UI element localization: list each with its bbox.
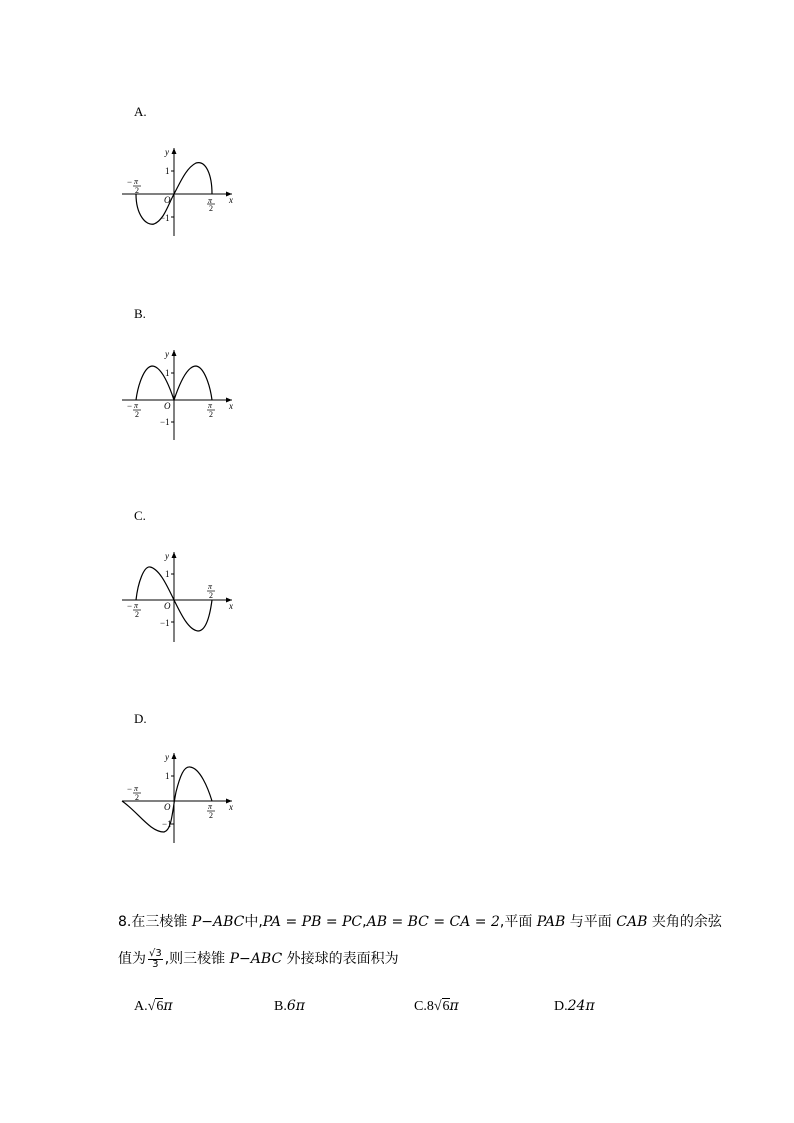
fraction-numerator: √3 <box>149 947 162 959</box>
math-expression: CAB <box>616 914 648 930</box>
pi-label: π <box>208 802 213 811</box>
question-text: , <box>362 914 367 930</box>
question-text: 夹角的余弦 <box>651 914 722 930</box>
option-b-label: B. <box>134 306 146 321</box>
graph-d <box>118 750 238 846</box>
choice-label: D. <box>554 999 568 1014</box>
radicand: 6 <box>442 999 450 1014</box>
math-expression: PA = PB = PC <box>262 914 363 930</box>
question-text: 与平面 <box>569 914 612 930</box>
y-axis-arrow <box>172 552 177 558</box>
math-expression: PAB <box>536 914 566 930</box>
y-label: y <box>165 551 169 561</box>
choice-b[interactable] <box>274 998 305 1015</box>
two-label: 2 <box>135 410 139 419</box>
y-label: y <box>165 147 169 157</box>
graph-c <box>118 548 238 644</box>
minus-sign: − <box>127 401 133 411</box>
pi-label: π <box>134 784 139 793</box>
x-label: x <box>229 601 233 611</box>
neg-one-label: −1 <box>162 819 172 829</box>
math-expression: AB = BC = CA = 2 <box>366 914 500 930</box>
option-a-label: A. <box>134 104 147 119</box>
pi-label: π <box>208 196 213 205</box>
two-label: 2 <box>135 186 139 195</box>
two-label: 2 <box>135 793 139 802</box>
choice-value: π <box>163 998 173 1014</box>
y-axis-arrow <box>172 148 177 154</box>
math-expression: P−ABC <box>229 951 283 967</box>
pi-label: π <box>134 401 139 410</box>
minus-sign: − <box>127 177 133 187</box>
choice-c[interactable] <box>414 998 459 1015</box>
question-number: 8. <box>118 914 132 930</box>
pi-label: π <box>208 582 213 591</box>
two-label: 2 <box>209 204 213 213</box>
question-text: 值为 <box>118 951 146 967</box>
sqrt-sign: √ <box>147 999 156 1014</box>
option-c-label: C. <box>134 508 146 523</box>
pi-label: π <box>134 601 139 610</box>
choice-value: π <box>449 998 459 1014</box>
two-label: 2 <box>135 610 139 619</box>
fraction-denominator: 3 <box>152 958 159 970</box>
question-text: 中, <box>244 914 263 930</box>
x-label: x <box>229 802 233 812</box>
origin-label: O <box>164 401 171 411</box>
one-label: 1 <box>165 569 170 579</box>
two-label: 2 <box>209 591 213 600</box>
choice-a[interactable] <box>134 998 173 1015</box>
two-label: 2 <box>209 410 213 419</box>
pi-label: π <box>208 401 213 410</box>
y-label: y <box>165 349 169 359</box>
choice-label: C. <box>414 999 427 1014</box>
sqrt-sign: √ <box>433 999 442 1014</box>
graph-a <box>118 144 238 240</box>
graph-b <box>118 346 238 442</box>
radicand: 6 <box>156 999 164 1014</box>
question-line-2 <box>118 948 399 970</box>
choice-value: 24π <box>567 998 595 1014</box>
origin-label: O <box>164 601 171 611</box>
origin-label: O <box>164 802 171 812</box>
origin-label: O <box>164 195 171 205</box>
question-line-1 <box>118 911 722 931</box>
two-label: 2 <box>209 811 213 820</box>
one-label: 1 <box>165 771 170 781</box>
choice-label: B. <box>274 999 287 1014</box>
minus-sign: − <box>127 601 133 611</box>
one-label: 1 <box>165 166 170 176</box>
option-d-label: D. <box>134 711 147 726</box>
question-text: 外接球的表面积为 <box>286 951 399 967</box>
y-axis-arrow <box>172 350 177 356</box>
x-label: x <box>229 401 233 411</box>
choice-value: 8 <box>426 999 434 1014</box>
question-text: ,平面 <box>499 914 533 930</box>
math-expression: P−ABC <box>191 914 245 930</box>
neg-one-label: −1 <box>160 213 170 223</box>
one-label: 1 <box>165 368 170 378</box>
question-text: 在三棱锥 <box>131 914 188 930</box>
fraction <box>148 949 163 970</box>
minus-sign: − <box>127 784 133 794</box>
neg-one-label: −1 <box>160 417 170 427</box>
y-axis-arrow <box>172 753 177 759</box>
pi-label: π <box>134 177 139 186</box>
x-label: x <box>229 195 233 205</box>
question-text: ,则三棱锥 <box>164 951 226 967</box>
choice-value: 6π <box>286 998 305 1014</box>
neg-one-label: −1 <box>160 618 170 628</box>
choice-label: A. <box>134 999 148 1014</box>
y-label: y <box>165 752 169 762</box>
choice-d[interactable] <box>554 998 595 1015</box>
